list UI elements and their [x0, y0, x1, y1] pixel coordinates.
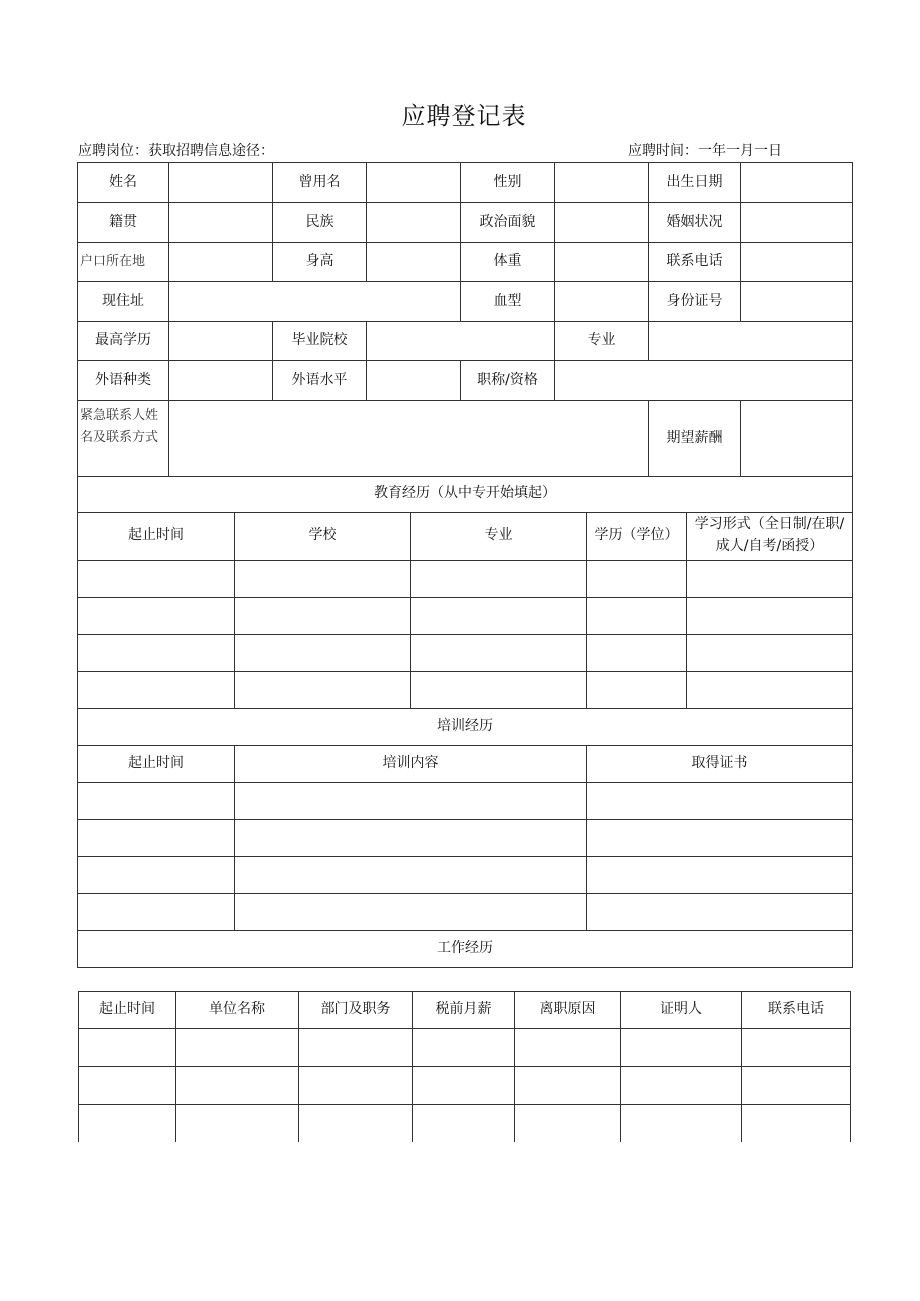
edu-col-school: 学校: [235, 512, 411, 560]
label-title-qualification: 职称/资格: [461, 361, 555, 401]
work-cell[interactable]: [621, 1105, 742, 1142]
work-cell[interactable]: [176, 1067, 299, 1105]
training-cell[interactable]: [587, 783, 853, 820]
field-title-qualification[interactable]: [555, 361, 853, 401]
edu-cell[interactable]: [411, 597, 587, 634]
label-height: 身高: [273, 243, 367, 282]
label-emergency-contact-line2: 名及联系方式: [80, 430, 159, 446]
work-cell[interactable]: [176, 1105, 299, 1142]
edu-cell[interactable]: [235, 671, 411, 708]
work-cell[interactable]: [299, 1067, 413, 1105]
work-cell[interactable]: [742, 1029, 851, 1067]
training-col-cert: 取得证书: [587, 746, 853, 783]
field-address[interactable]: [169, 282, 461, 322]
training-cell[interactable]: [235, 894, 587, 931]
label-address: 现住址: [78, 282, 169, 322]
application-date-label: 应聘时间：一年一月一日: [628, 143, 782, 159]
work-col-dept: 部门及职务: [299, 992, 413, 1029]
edu-cell[interactable]: [587, 597, 687, 634]
field-hukou[interactable]: [169, 243, 273, 282]
field-education-level[interactable]: [169, 322, 273, 361]
label-major: 专业: [555, 322, 649, 361]
work-cell[interactable]: [515, 1067, 621, 1105]
field-ethnicity[interactable]: [367, 203, 461, 243]
training-cell[interactable]: [235, 783, 587, 820]
training-table: [77, 708, 853, 968]
label-emergency-contact: [78, 401, 169, 477]
field-school[interactable]: [367, 322, 555, 361]
work-cell[interactable]: [413, 1029, 515, 1067]
training-col-time: 起止时间: [78, 746, 235, 783]
work-heading: 工作经历: [78, 931, 853, 968]
work-history-table: [78, 991, 851, 1142]
label-marital-status: 婚姻状况: [649, 203, 741, 243]
work-col-company: 单位名称: [176, 992, 299, 1029]
edu-cell[interactable]: [78, 671, 235, 708]
work-cell[interactable]: [176, 1029, 299, 1067]
label-former-name: 曾用名: [273, 163, 367, 203]
work-cell[interactable]: [621, 1067, 742, 1105]
field-phone[interactable]: [741, 243, 853, 282]
training-col-content: 培训内容: [235, 746, 587, 783]
edu-cell[interactable]: [687, 634, 853, 671]
edu-cell[interactable]: [235, 597, 411, 634]
work-cell[interactable]: [515, 1029, 621, 1067]
edu-col-study-form-line2: 成人/自考/函授）: [715, 538, 824, 554]
edu-cell[interactable]: [587, 671, 687, 708]
work-col-salary: 税前月薪: [413, 992, 515, 1029]
edu-col-time: 起止时间: [78, 512, 235, 560]
training-cell[interactable]: [587, 894, 853, 931]
edu-cell[interactable]: [687, 671, 853, 708]
work-cell[interactable]: [79, 1029, 176, 1067]
training-heading: 培训经历: [78, 709, 853, 746]
edu-cell[interactable]: [587, 560, 687, 597]
label-name: 姓名: [78, 163, 169, 203]
edu-col-major: 专业: [411, 512, 587, 560]
label-language: 外语种类: [78, 361, 169, 401]
training-cell[interactable]: [235, 820, 587, 857]
form-title: 应聘登记表: [401, 102, 527, 130]
training-cell[interactable]: [235, 857, 587, 894]
training-cell[interactable]: [78, 783, 235, 820]
label-expected-salary: 期望薪酬: [649, 401, 741, 477]
work-cell[interactable]: [515, 1105, 621, 1142]
work-cell[interactable]: [299, 1105, 413, 1142]
field-marital-status[interactable]: [741, 203, 853, 243]
edu-cell[interactable]: [78, 634, 235, 671]
work-cell[interactable]: [413, 1067, 515, 1105]
field-birth-date[interactable]: [741, 163, 853, 203]
edu-cell[interactable]: [687, 560, 853, 597]
work-cell[interactable]: [299, 1029, 413, 1067]
label-gender: 性别: [461, 163, 555, 203]
edu-cell[interactable]: [235, 634, 411, 671]
edu-col-study-form: [687, 512, 853, 560]
edu-col-study-form-line1: 学习形式（全日制/在职/: [694, 516, 845, 533]
label-political-status: 政治面貌: [461, 203, 555, 243]
field-emergency-contact[interactable]: [169, 401, 649, 477]
field-former-name[interactable]: [367, 163, 461, 203]
work-cell[interactable]: [79, 1067, 176, 1105]
label-emergency-contact-line1: 紧急联系人姓: [80, 408, 159, 423]
label-school: 毕业院校: [273, 322, 367, 361]
work-col-reference: 证明人: [621, 992, 742, 1029]
field-major[interactable]: [649, 322, 853, 361]
edu-cell[interactable]: [78, 597, 235, 634]
label-id-number: 身份证号: [649, 282, 741, 322]
field-name[interactable]: [169, 163, 273, 203]
work-col-reason: 离职原因: [515, 992, 621, 1029]
edu-cell[interactable]: [411, 634, 587, 671]
work-cell[interactable]: [742, 1067, 851, 1105]
edu-cell[interactable]: [78, 560, 235, 597]
label-phone: 联系电话: [649, 243, 741, 282]
training-cell[interactable]: [78, 894, 235, 931]
field-blood-type[interactable]: [555, 282, 649, 322]
training-cell[interactable]: [78, 820, 235, 857]
field-gender[interactable]: [555, 163, 649, 203]
label-education-level: 最高学历: [78, 322, 169, 361]
label-ethnicity: 民族: [273, 203, 367, 243]
label-birth-date: 出生日期: [649, 163, 741, 203]
registration-table: [77, 162, 853, 477]
work-cell[interactable]: [621, 1029, 742, 1067]
work-cell[interactable]: [742, 1105, 851, 1142]
field-native-place[interactable]: [169, 203, 273, 243]
edu-cell[interactable]: [235, 560, 411, 597]
edu-cell[interactable]: [411, 560, 587, 597]
field-expected-salary[interactable]: [741, 401, 853, 477]
position-and-source-label: 应聘岗位：获取招聘信息途径：: [78, 143, 274, 159]
training-cell[interactable]: [78, 857, 235, 894]
training-cell[interactable]: [587, 820, 853, 857]
training-cell[interactable]: [587, 857, 853, 894]
field-height[interactable]: [367, 243, 461, 282]
work-cell[interactable]: [413, 1105, 515, 1142]
education-table: [77, 476, 853, 709]
education-heading: 教育经历（从中专开始填起）: [78, 476, 853, 512]
edu-col-degree: 学历（学位）: [587, 512, 687, 560]
field-language[interactable]: [169, 361, 273, 401]
work-cell[interactable]: [79, 1105, 176, 1142]
field-id-number[interactable]: [741, 282, 853, 322]
work-col-phone: 联系电话: [742, 992, 851, 1029]
label-language-level: 外语水平: [273, 361, 367, 401]
field-weight[interactable]: [555, 243, 649, 282]
edu-cell[interactable]: [411, 671, 587, 708]
label-blood-type: 血型: [461, 282, 555, 322]
label-hukou: 户口所在地: [78, 243, 169, 282]
field-language-level[interactable]: [367, 361, 461, 401]
label-weight: 体重: [461, 243, 555, 282]
work-col-time: 起止时间: [79, 992, 176, 1029]
field-political-status[interactable]: [555, 203, 649, 243]
label-native-place: 籍贯: [78, 203, 169, 243]
edu-cell[interactable]: [687, 597, 853, 634]
edu-cell[interactable]: [587, 634, 687, 671]
